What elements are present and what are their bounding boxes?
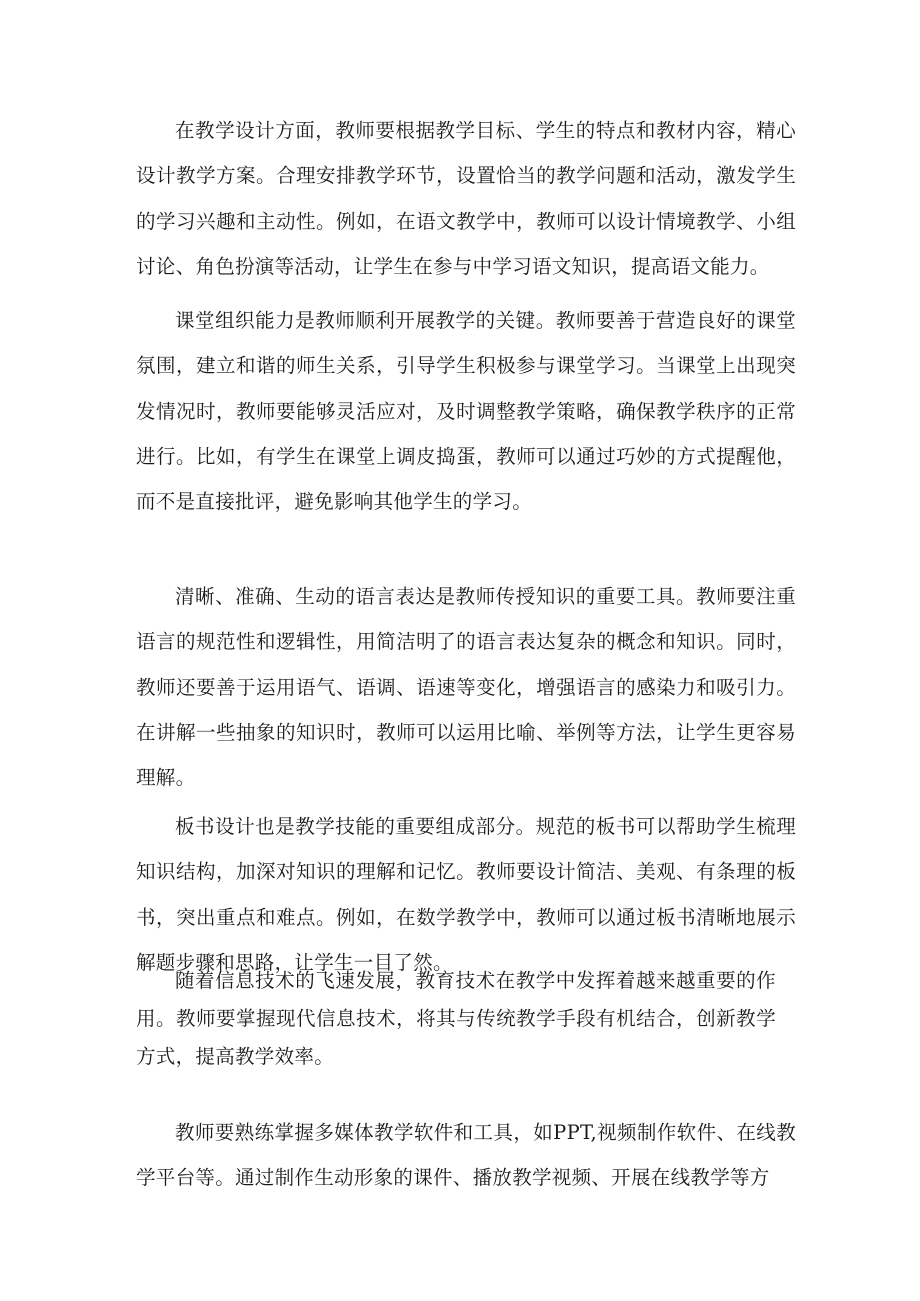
paragraph-classroom-organization: 课堂组织能力是教师顺利开展教学的关键。教师要善于营造良好的课堂氛围，建立和谐的师生关系，引导学生积极参与课堂学习。当课堂上出现突发情况时，教师要能够灵活应对，及时调整教学策略，确保教学秩序的正常进行。比如，有学生在课堂上调皮捣蛋，教师可以通过巧妙的方式提醒他，而不是直接批评，避免影响其他学生的学习。 (136, 309, 796, 514)
paragraph-blackboard-design: 板书设计也是教学技能的重要组成部分。规范的板书可以帮助学生梳理知识结构，加深对知识的理解和记忆。教师要设计简洁、美观、有条理的板书，突出重点和难点。例如，在数学教学中，教师可以通过板书清晰地展示解题步骤和思路，让学生一目了然。 (136, 815, 796, 974)
paragraph-language-expression: 清晰、准确、生动的语言表达是教师传授知识的重要工具。教师要注重语言的规范性和逻辑性，用简洁明了的语言表达复杂的概念和知识。同时，教师还要善于运用语气、语调、语速等变化，增强语言的感染力和吸引力。在讲解一些抽象的知识时，教师可以运用比喻、举例等方法，让学生更容易理解。 (136, 585, 796, 790)
paragraph-teaching-design: 在教学设计方面，教师要根据教学目标、学生的特点和教材内容，精心设计教学方案。合理安排教学环节，设置恰当的教学问题和活动，激发学生的学习兴趣和主动性。例如，在语文教学中，教师可以设计情境教学、小组讨论、角色扮演等活动，让学生在参与中学习语文知识，提高语文能力。 (136, 119, 796, 278)
paragraph-education-technology: 随着信息技术的飞速发展，教育技术在教学中发挥着越来越重要的作用。教师要掌握现代信息技术，将其与传统教学手段有机结合，创新教学方式，提高教学效率。 (136, 969, 776, 1068)
paragraph-multimedia-tools: 教师要熟练掌握多媒体教学软件和工具，如PPT,视频制作软件、在线教学平台等。通过制作生动形象的课件、播放教学视频、开展在线教学等方 (136, 1121, 796, 1190)
